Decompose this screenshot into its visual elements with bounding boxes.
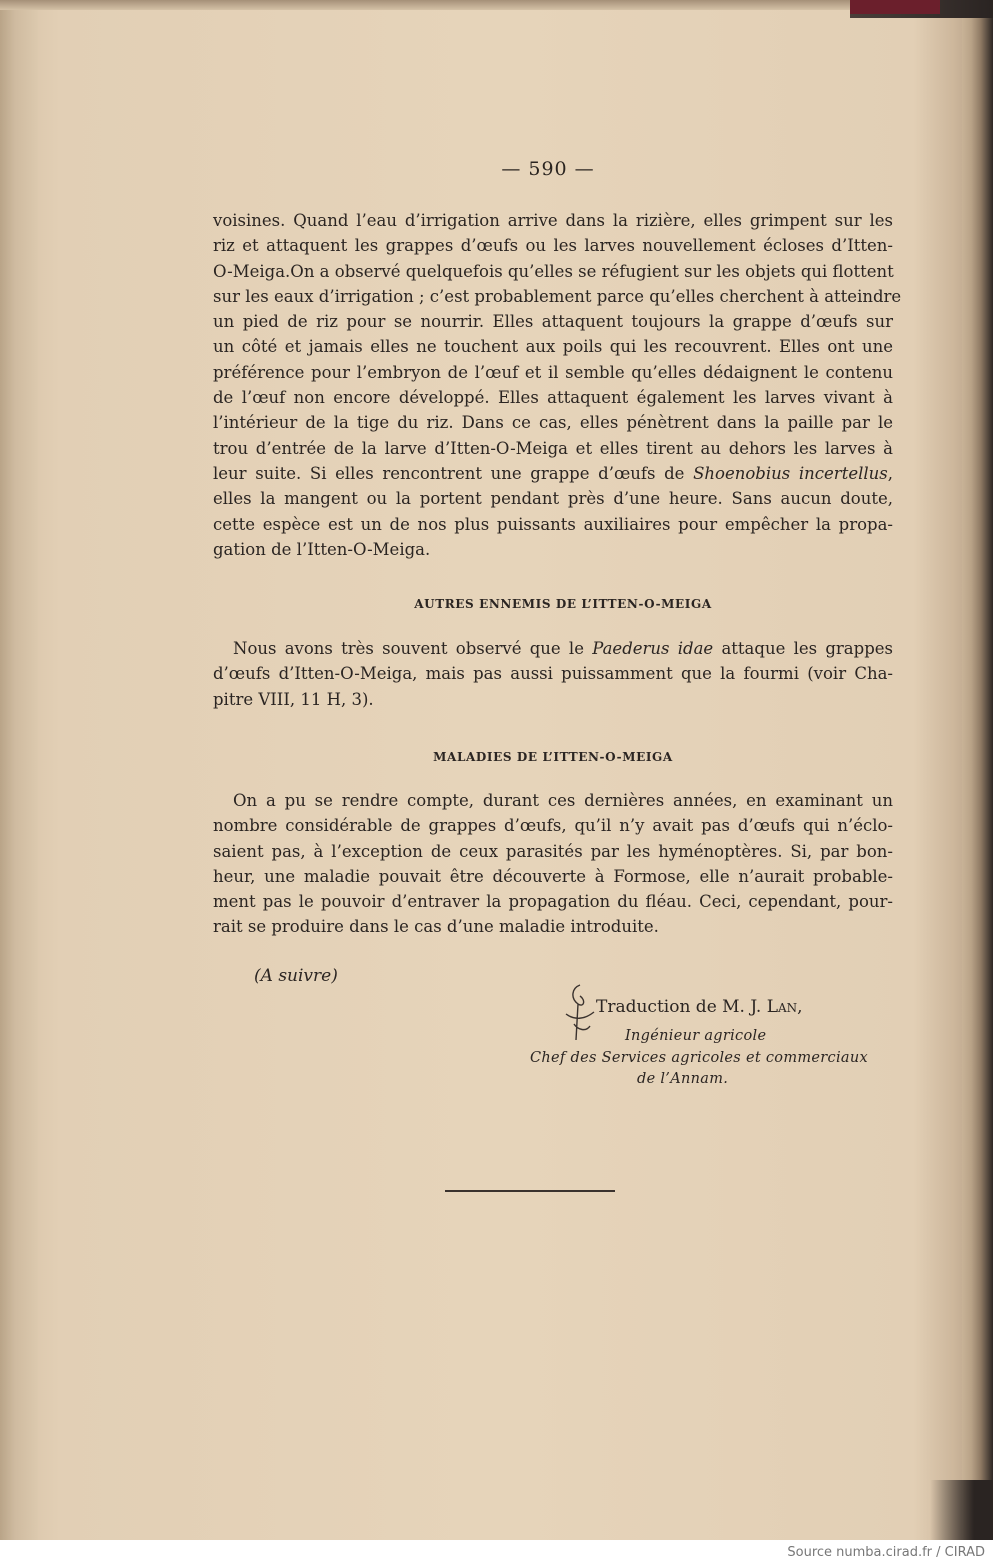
paragraph-diseases: [213, 788, 893, 940]
text-line: On a pu se rendre compte, durant ces dernières années, en examinant un: [233, 791, 893, 810]
page-right-edge: [962, 0, 993, 1540]
translator-name: Lan: [766, 997, 798, 1017]
text-line-species: [213, 461, 893, 486]
text-line: riz et attaquent les grappes d’œufs ou les larves nouvellement écloses d’Itten-: [213, 236, 893, 256]
text-line-paederus: [213, 636, 893, 661]
text-fragment: attaque les grappes: [713, 639, 893, 658]
book-cover-binding: [850, 0, 940, 14]
text-line: heur, une maladie pouvait être découverte à Formose, elle n’aurait probable-: [213, 866, 893, 886]
text-line: un pied de riz pour se nourrir. Elles attaquent toujours la grappe d’œufs sur: [213, 312, 893, 332]
to-be-continued: (A suivre): [254, 966, 338, 986]
text-line: pitre VIII, 11 H, 3).: [213, 689, 374, 709]
text-fragment: Nous avons très souvent observé que le: [233, 639, 593, 658]
text-line: elles la mangent ou la portent pendant près d’une heure. Sans aucun doute,: [213, 489, 893, 509]
end-rule: [445, 1190, 615, 1192]
page-left-edge: [0, 0, 38, 1540]
page-top-edge: [0, 0, 993, 10]
text-line: sur les eaux d’irrigation ; c’est probablement parce qu’elles cherchent à atteindre: [213, 286, 902, 306]
text-fragment: ,: [887, 463, 893, 483]
species-name: Shoenobius incertellus: [693, 463, 888, 483]
text-line: rait se produire dans le cas d’une maladie introduite.: [213, 917, 659, 937]
page-number: — 590 —: [501, 158, 595, 180]
text-line: voisines. Quand l’eau d’irrigation arrive dans la rizière, elles grimpent sur les: [213, 211, 893, 230]
translator-prefix: Traduction de M. J.: [596, 997, 767, 1017]
text-line: l’intérieur de la tige du riz. Dans ce cas, elles pénètrent dans la paille par le: [213, 413, 893, 433]
credit-position: Chef des Services agricoles et commerciaux: [530, 1050, 868, 1066]
species-name: Paederus idae: [592, 639, 714, 658]
text-line: gation de l’Itten-O-Meiga.: [213, 539, 431, 559]
paragraph-other-enemies: [213, 636, 893, 712]
text-fragment: leur suite. Si elles rencontrent une grappe d’œufs de: [213, 463, 694, 483]
translator-line: [596, 997, 803, 1017]
text-line: trou d’entrée de la larve d’Itten-O-Meiga et elles tirent au dehors les larves à: [213, 438, 893, 458]
translator-suffix: ,: [797, 997, 803, 1017]
text-line: cette espèce est un de nos plus puissants auxiliaires pour empêcher la propa-: [213, 514, 893, 534]
text-line: de l’œuf non encore développé. Elles attaquent également les larves vivant à: [213, 388, 893, 408]
source-credit: Source numba.cirad.fr / CIRAD: [787, 1545, 985, 1560]
section-heading-other-enemies: AUTRES ENNEMIS DE L’ITTEN-O-MEIGA: [414, 597, 712, 611]
text-line: ment pas le pouvoir d’entraver la propagation du fléau. Ceci, cependant, pour-: [213, 892, 893, 912]
book-cover-bottom: [930, 1480, 993, 1540]
text-line: préférence pour l’embryon de l’œuf et il semble qu’elles dédaignent le contenu: [213, 362, 893, 382]
paragraph-ants: [213, 208, 902, 562]
text-line: O-Meiga.On a observé quelquefois qu’elles se réfugient sur les objets qui flottent: [213, 261, 894, 281]
credit-location: de l’Annam.: [637, 1071, 729, 1087]
section-heading-diseases: MALADIES DE L’ITTEN-O-MEIGA: [433, 750, 673, 764]
text-line: nombre considérable de grappes d’œufs, qu’il n’y avait pas d’œufs qui n’éclo-: [213, 816, 893, 836]
credit-title: Ingénieur agricole: [625, 1028, 767, 1044]
handwritten-mark-icon: [560, 980, 600, 1050]
text-line: un côté et jamais elles ne touchent aux poils qui les recouvrent. Elles ont une: [213, 337, 893, 357]
text-line: d’œufs d’Itten-O-Meiga, mais pas aussi puissamment que la fourmi (voir Cha-: [213, 664, 893, 684]
text-line: saient pas, à l’exception de ceux parasités par les hyménoptères. Si, par bon-: [213, 841, 893, 861]
